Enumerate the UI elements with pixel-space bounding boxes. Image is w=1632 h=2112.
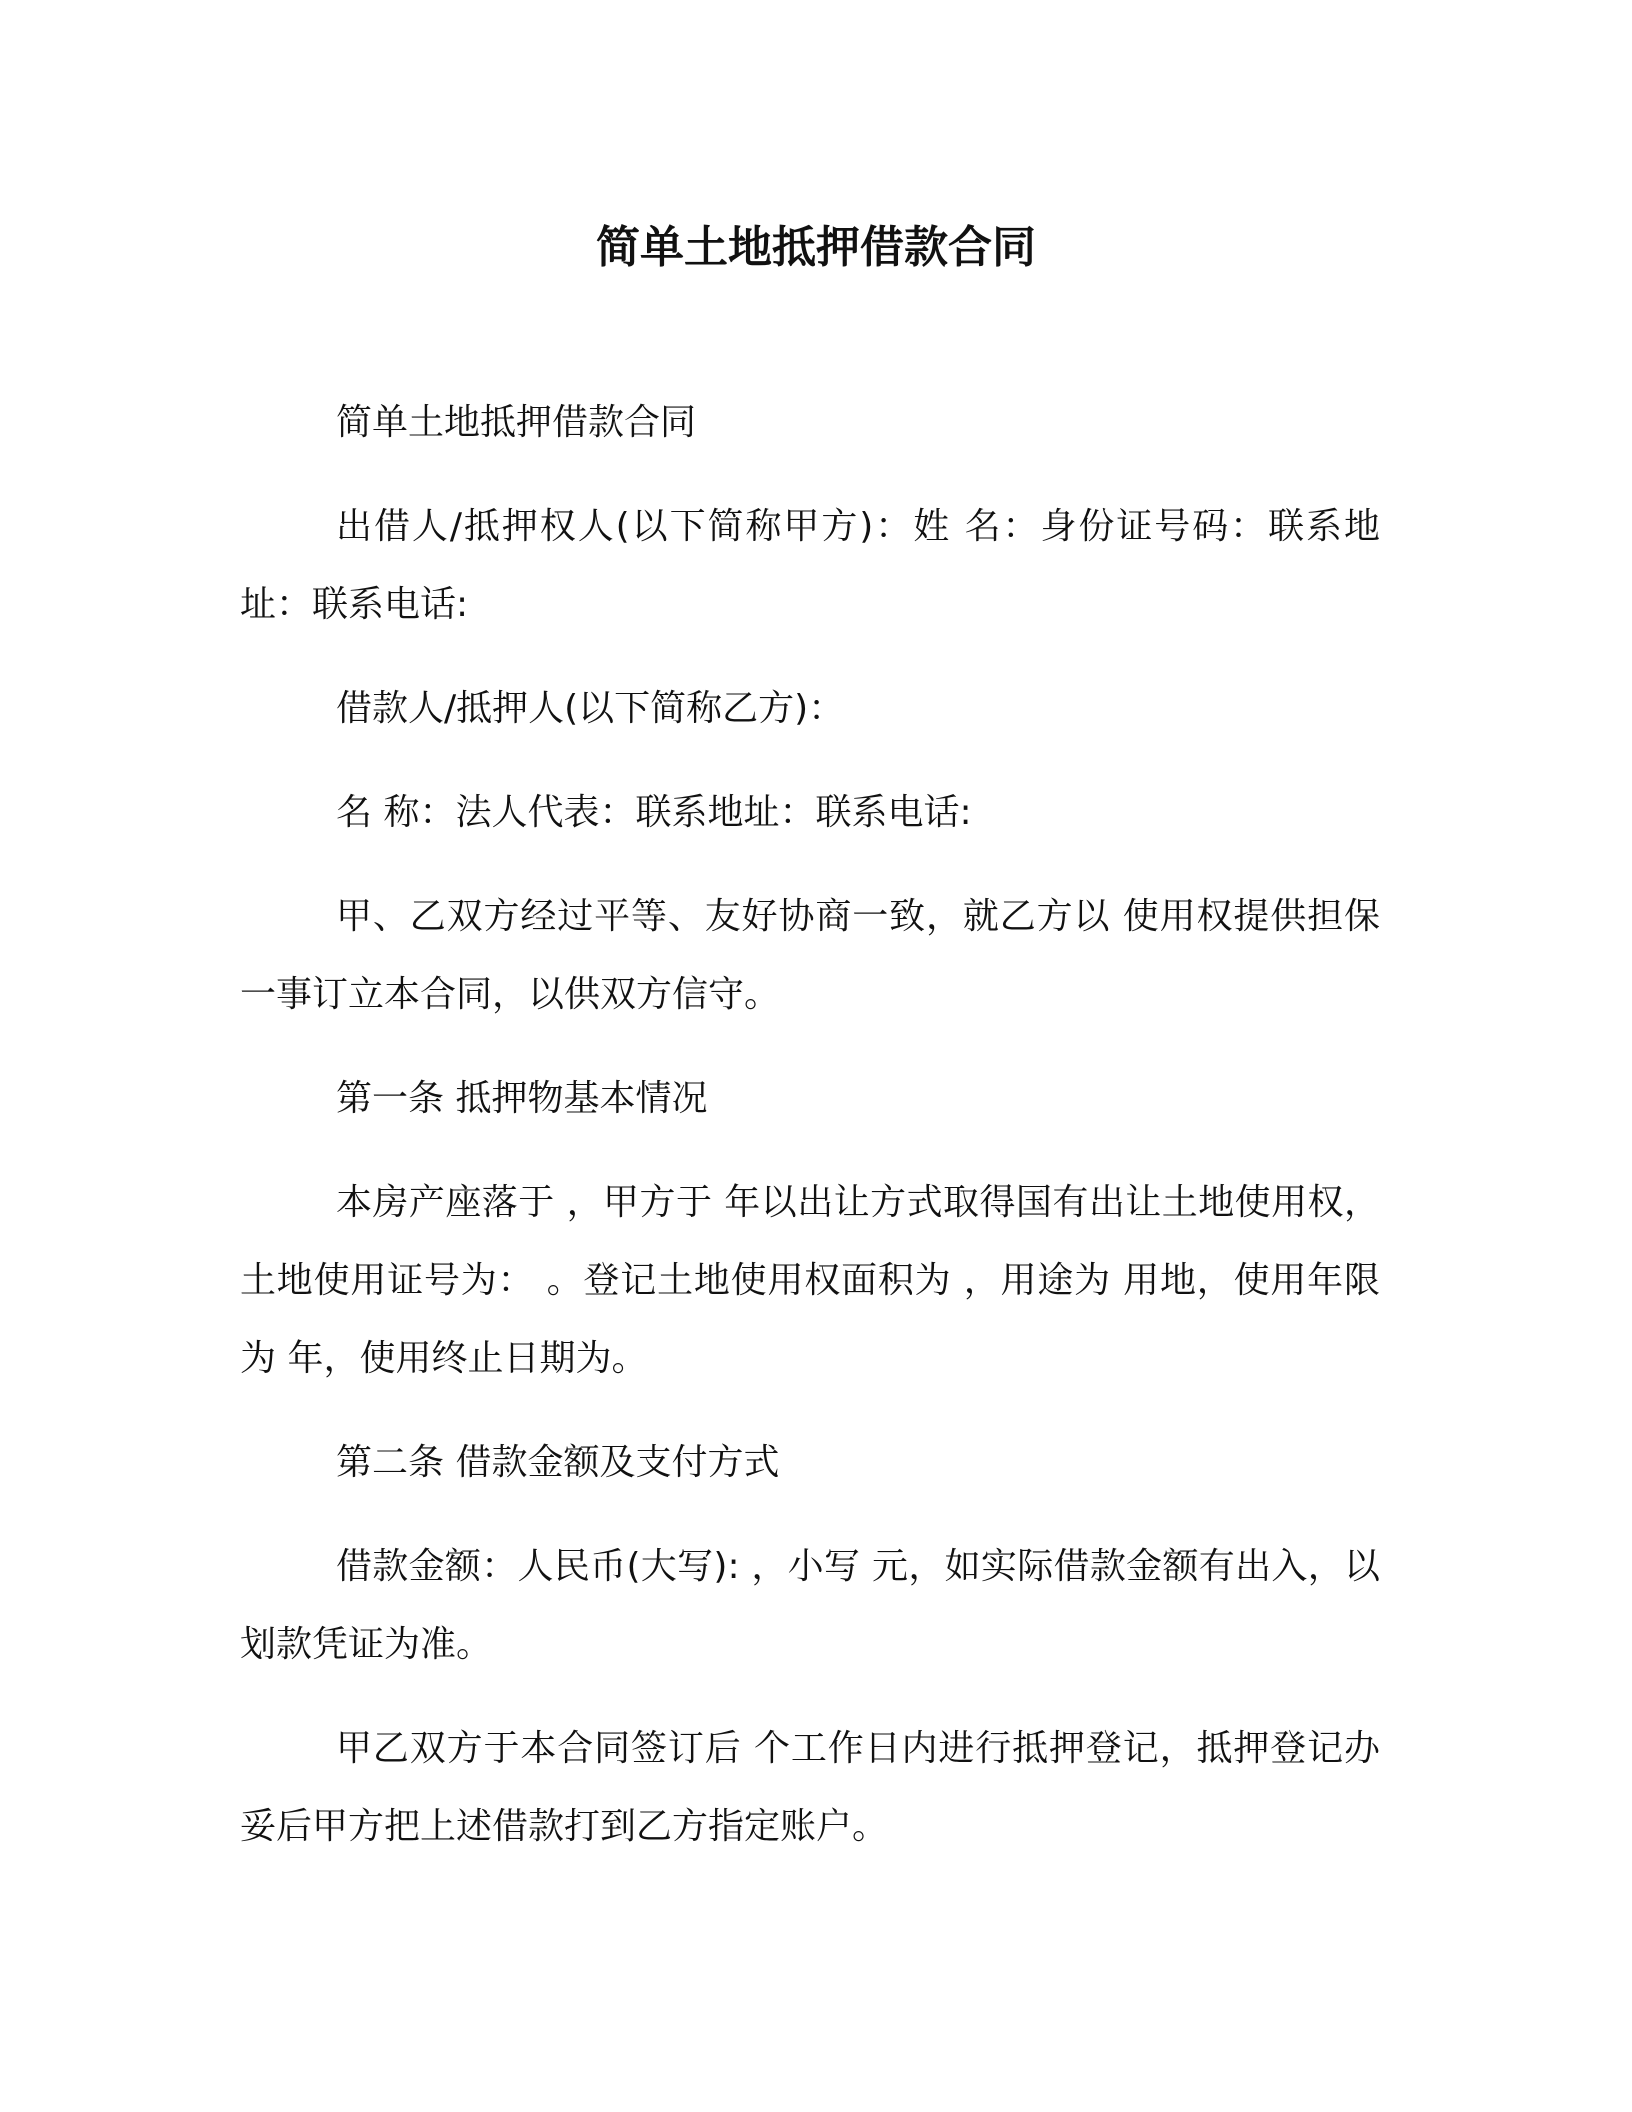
paragraph-payment-terms: 甲乙双方于本合同签订后 个工作日内进行抵押登记，抵押登记办妥后甲方把上述借款打到乙方指定账户。: [240, 1728, 1380, 1847]
paragraph-article-1-body: 本房产座落于 ，甲方于 年以出让方式取得国有出让土地使用权，土地使用证号为： 。登记土地使用权面积为 ，用途为 用地，使用年限为 年，使用终止日期为。: [240, 1182, 1380, 1379]
paragraph-lender-info: 出借人/抵押权人(以下简称甲方)：姓 名：身份证号码：联系地址：联系电话:: [240, 506, 1380, 625]
document-title: 简单土地抵押借款合同: [596, 222, 1036, 273]
paragraph-borrower-heading: 借款人/抵押人(以下简称乙方)：: [336, 688, 845, 729]
paragraph-article-1-heading: 第一条 抵押物基本情况: [336, 1078, 708, 1119]
paragraph-borrower-info: 名 称：法人代表：联系地址：联系电话:: [336, 792, 972, 833]
paragraph-agreement-intro: 甲、乙双方经过平等、友好协商一致，就乙方以 使用权提供担保一事订立本合同，以供双方信守。: [240, 896, 1380, 1015]
paragraph-loan-amount: 借款金额：人民币(大写): ，小写 元，如实际借款金额有出入，以划款凭证为准。: [240, 1546, 1380, 1665]
paragraph-article-2-heading: 第二条 借款金额及支付方式: [336, 1442, 780, 1483]
paragraph-subtitle: 简单土地抵押借款合同: [336, 402, 697, 443]
